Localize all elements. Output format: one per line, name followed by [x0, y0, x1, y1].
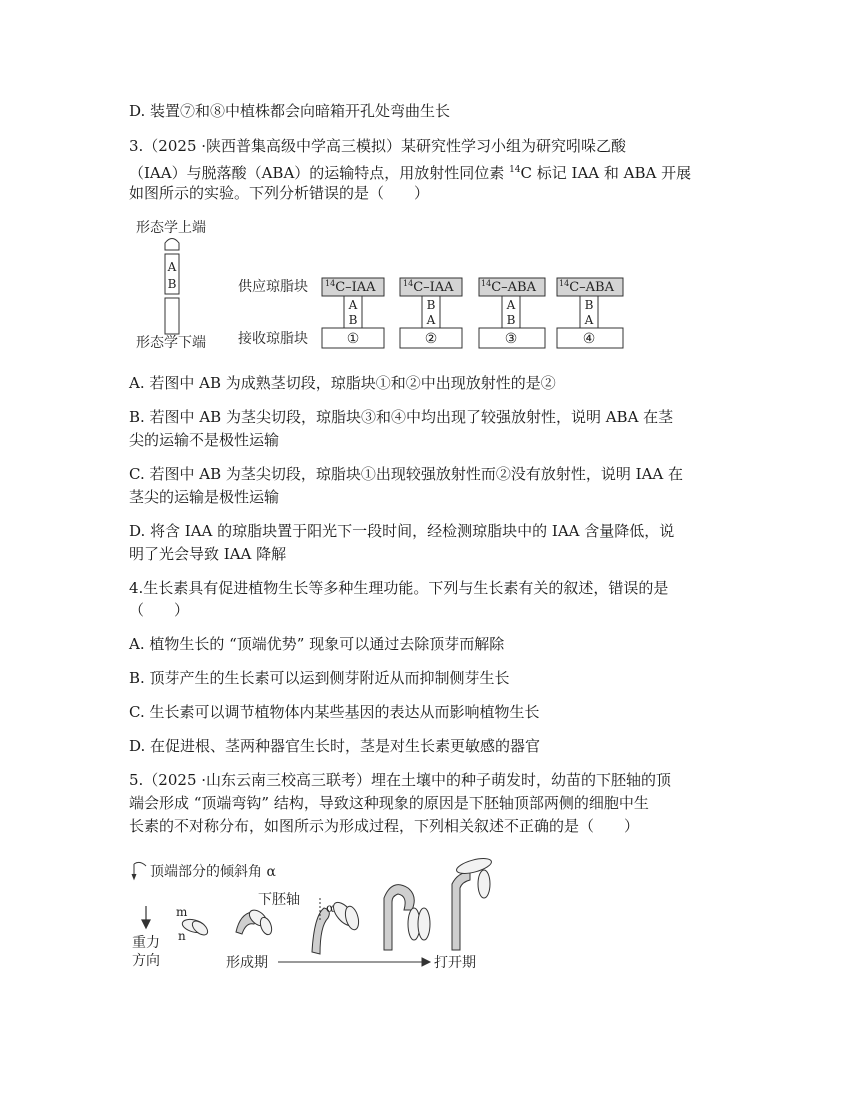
donor-2-label: C–IAA: [413, 280, 454, 295]
seedling-stage-4: [384, 885, 430, 950]
q5-stem-line1: 5.（2025 ·山东云南三校高三联考）埋在土壤中的种子萌发时，幼苗的下胚轴的顶: [129, 771, 672, 789]
stem-tip-shape: [165, 239, 179, 251]
q3-option-a: A. 若图中 AB 为成熟茎切段，琼脂块①和②中出现放射性的是②: [129, 374, 556, 392]
timeline-arrow: [278, 958, 430, 966]
q3-option-b-line2: 尖的运输不是极性运输: [129, 431, 280, 449]
donor-2-sup: 14: [403, 279, 414, 288]
q3-stem-line2: [129, 159, 691, 184]
q3-isotope-superscript: 14: [509, 165, 521, 175]
q5-stem-line2: 端会形成 “顶端弯钩” 结构，导致这种现象的原因是下胚轴顶部两侧的细胞中生: [129, 794, 649, 812]
donor-1-label: C–IAA: [335, 280, 376, 295]
receiver-4-label: ④: [582, 331, 596, 347]
seedling-stage-3: [312, 898, 361, 954]
segment-4-lower: A: [584, 313, 594, 327]
q5-stem-line3: 长素的不对称分布，如图所示为形成过程，下列相关叙述不正确的是（ ）: [129, 817, 640, 835]
q3-stem-line2-b: C 标记 IAA 和 ABA 开展: [520, 164, 692, 182]
donor-4-label: C–ABA: [569, 280, 614, 295]
q4-option-c: C. 生长素可以调节植物体内某些基因的表达从而影响植物生长: [129, 703, 540, 721]
q3-stem-line3: 如图所示的实验。下列分析错误的是（ ）: [129, 184, 430, 202]
q2-option-d: D. 装置⑦和⑧中植株都会向暗箱开孔处弯曲生长: [129, 102, 451, 120]
hypocotyl-label: 下胚轴: [258, 892, 300, 908]
formation-period-label: 形成期: [226, 955, 268, 971]
gravity-label-line1: 重力: [132, 935, 160, 951]
q3-fig-top-label: 形态学上端: [136, 220, 206, 236]
segment-3-upper: A: [506, 298, 516, 312]
receiver-3-label: ③: [504, 331, 518, 347]
q3-option-d-line2: 明了光会导致 IAA 降解: [129, 545, 287, 563]
gravity-arrow-icon: [142, 906, 150, 928]
q3-option-c-line1: C. 若图中 AB 为茎尖切段，琼脂块①出现较强放射性而②没有放射性，说明 IAA 在: [129, 465, 683, 483]
experiment-group-3: [479, 278, 545, 348]
seedling-stage-5: [452, 856, 493, 950]
receive-block-label: 接收琼脂块: [238, 331, 308, 347]
q3-option-b-line1: B. 若图中 AB 为茎尖切段，琼脂块③和④中均出现了较强放射性，说明 ABA 在茎: [129, 408, 674, 426]
q3-option-c-line2: 茎尖的运输是极性运输: [129, 488, 280, 506]
stem-lower-box: [165, 298, 179, 334]
q3-option-d-line1: D. 将含 IAA 的琼脂块置于阳光下一段时间，经检测琼脂块中的 IAA 含量降低，说: [129, 522, 675, 540]
q4-option-d: D. 在促进根、茎两种器官生长时，茎是对生长素更敏感的器官: [129, 737, 541, 755]
q3-stem-line1: 3.（2025 ·陕西普集高级中学高三模拟）某研究性学习小组为研究吲哚乙酸: [129, 137, 627, 155]
angle-legend-label: 顶端部分的倾斜角 α: [150, 864, 276, 880]
seedling-stage-2: [236, 907, 274, 936]
stem-segment-a-label: A: [167, 260, 177, 274]
receiver-2-label: ②: [424, 331, 438, 347]
supply-block-label: 供应琼脂块: [238, 279, 308, 295]
q3-figure: [130, 212, 630, 357]
donor-1-sup: 14: [325, 279, 336, 288]
segment-2-lower: A: [426, 313, 436, 327]
experiment-group-4: [557, 278, 623, 348]
q3-stem-line2-a: （IAA）与脱落酸（ABA）的运输特点，用放射性同位素: [129, 164, 510, 182]
stem-segment-b-label: B: [167, 277, 177, 291]
q4-stem-line2: （ ）: [129, 601, 190, 619]
q4-option-a: A. 植物生长的 “顶端优势” 现象可以通过去除顶芽而解除: [129, 635, 505, 653]
experiment-group-1: [322, 278, 384, 348]
opening-period-label: 打开期: [434, 955, 476, 971]
label-n: n: [178, 929, 186, 943]
donor-3-label: C–ABA: [491, 280, 536, 295]
angle-legend-icon: [132, 862, 146, 879]
q4-option-b: B. 顶芽产生的生长素可以运到侧芽附近从而抑制侧芽生长: [129, 669, 510, 687]
q5-figure: [128, 852, 508, 980]
segment-1-lower: B: [348, 313, 358, 327]
q4-stem-line1: 4.生长素具有促进植物生长等多种生理功能。下列与生长素有关的叙述，错误的是: [129, 579, 669, 597]
label-m: m: [176, 905, 188, 919]
segment-3-lower: B: [506, 313, 516, 327]
segment-2-upper: B: [426, 298, 436, 312]
segment-4-upper: B: [584, 298, 594, 312]
alpha-label: α: [326, 901, 335, 915]
q3-fig-bottom-label: 形态学下端: [136, 335, 206, 351]
donor-3-sup: 14: [481, 279, 492, 288]
experiment-group-2: [400, 278, 462, 348]
gravity-label-line2: 方向: [132, 953, 160, 969]
segment-1-upper: A: [348, 298, 358, 312]
receiver-1-label: ①: [346, 331, 360, 347]
donor-4-sup: 14: [559, 279, 570, 288]
